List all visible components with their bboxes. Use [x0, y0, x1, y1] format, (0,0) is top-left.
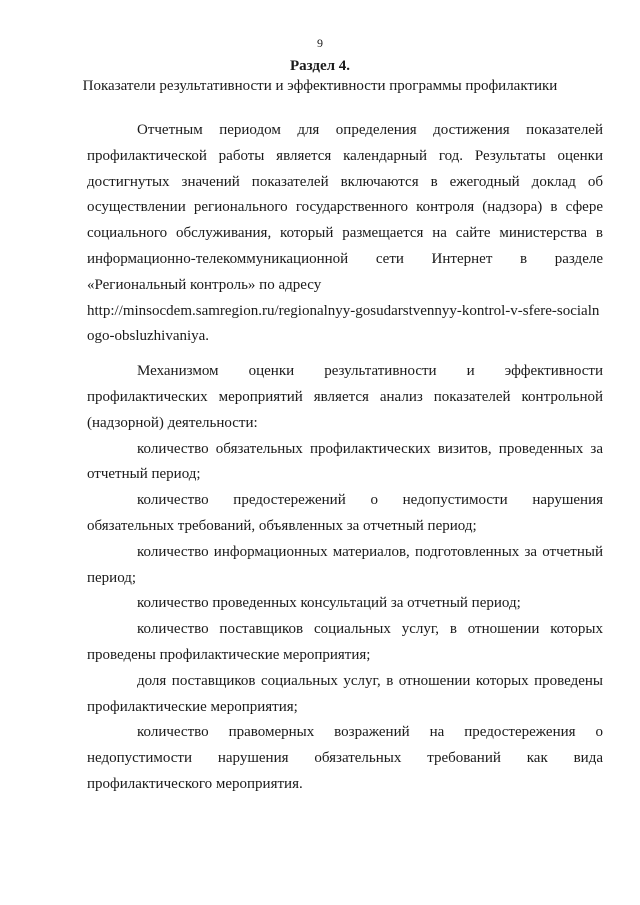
section-subtitle: Показатели результативности и эффективности программы профилактики: [82, 78, 558, 94]
indicator-item: количество проведенных консультаций за отчетный период;: [137, 595, 521, 612]
indicator-item: количество предостережений о недопустимости нарушения обязательных требований, объявленных за отчетный период;: [87, 492, 603, 534]
ministry-url: http://minsocdem.samregion.ru/regionalnyy-gosudarstvennyy-kontrol-v-sfere-socialnogo-obsluzhivaniya.: [87, 302, 600, 345]
indicator-item: доля поставщиков социальных услуг, в отношении которых проведены профилактические мероприятия;: [87, 672, 603, 715]
indicator-item: количество правомерных возражений на предостережения о недопустимости нарушения обязательных требований как вида профилактического мероприятия.: [87, 724, 603, 792]
document-body: [87, 118, 603, 798]
reporting-period-text: Отчетным периодом для определения достижения показателей профилактической работы является календарный год. Результаты оценки достигнутых значений показателей включаются в ежегодный доклад об осуществлении регионального государственного контроля (надзора) в сфере социального обслуживания, который размещается на сайте министерства в информационно-телекоммуникационной сети Интернет в разделе «Региональный контроль» по адресу: [87, 122, 603, 293]
paragraph-reporting-period: [87, 118, 603, 350]
paragraph-mechanism: Механизмом оценки результативности и эффективности профилактических мероприятий является анализ показателей контрольной (надзорной) деятельности:: [87, 363, 603, 431]
page-number: 9: [317, 36, 323, 50]
section-title: Раздел 4.: [289, 58, 351, 74]
indicator-item: количество поставщиков социальных услуг, в отношении которых проведены профилактические мероприятия;: [87, 621, 603, 663]
indicator-item: количество информационных материалов, подготовленных за отчетный период;: [87, 543, 603, 586]
indicator-item: количество обязательных профилактических визитов, проведенных за отчетный период;: [87, 440, 603, 483]
